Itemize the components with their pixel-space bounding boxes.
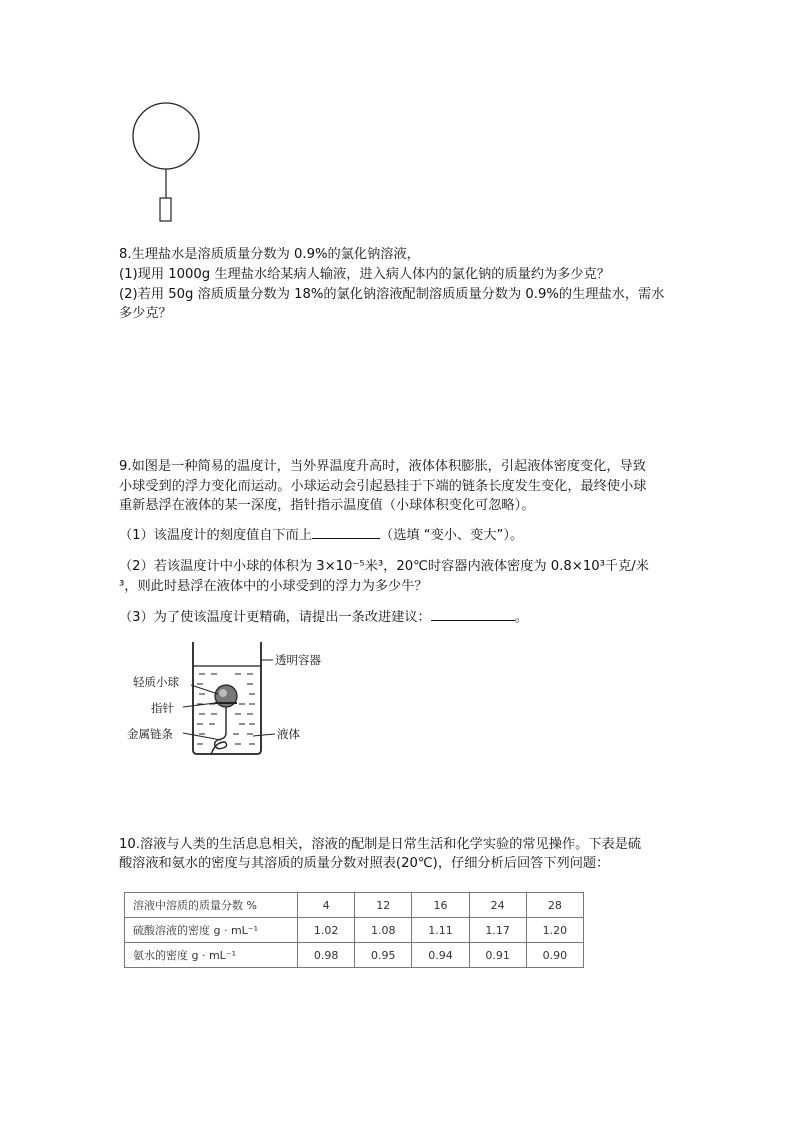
table-cell: 1.20	[526, 918, 583, 943]
table-cell: 氨水的密度 g · mL⁻¹	[125, 943, 298, 968]
table-row	[125, 918, 584, 943]
q9-sub1-answer-blank[interactable]	[312, 526, 380, 539]
q8-line-2: (1)现用 1000g 生理盐水给某病人输液，进入病人体内的氯化钠的质量约为多少克？	[119, 267, 610, 282]
density-table	[124, 892, 584, 968]
table-cell: 1.02	[298, 918, 355, 943]
table-header-cell: 16	[412, 893, 469, 918]
balloon-figure	[124, 98, 214, 228]
q8-line-3: (2)若用 50g 溶质质量分数为 18%的氯化钠溶液配制溶质质量分数为 0.9%的生理盐水，需水	[119, 287, 665, 302]
q9-line-2: 小球受到的浮力变化而运动。小球运动会引起悬挂于下端的链条长度发生变化，最终使小球	[119, 479, 647, 494]
q9-sub3-prefix: （3）为了使该温度计更精确，请提出一条改进建议：	[119, 610, 431, 625]
table-header-row	[125, 893, 584, 918]
balloon-circle	[133, 103, 199, 169]
q10-line-1: 10.溶液与人类的生活息息相关，溶液的配制是日常生活和化学实验的常见操作。下表是硫	[119, 837, 642, 852]
q9-line-1: 9.如图是一种简易的温度计，当外界温度升高时，液体体积膨胀，引起液体密度变化，导致	[119, 459, 646, 474]
label-liquid: 液体	[277, 727, 300, 741]
q9-sub3-suffix: 。	[514, 610, 528, 625]
table-cell: 0.95	[355, 943, 412, 968]
q9-sub2-line-2: ³，则此时悬浮在液体中的小球受到的浮力为多少牛？	[119, 579, 428, 594]
q9-sub1-suffix: （选填 “变小、变大”）。	[380, 528, 524, 543]
q8-line-1: 8.生理盐水是溶质质量分数为 0.9%的氯化钠溶液，	[119, 247, 420, 262]
table-cell: 硫酸溶液的密度 g · mL⁻¹	[125, 918, 298, 943]
table-row	[125, 943, 584, 968]
table-header-cell: 溶液中溶质的质量分数 %	[125, 893, 298, 918]
table-cell: 1.08	[355, 918, 412, 943]
thermometer-figure	[125, 638, 345, 760]
q8-line-4: 多少克？	[119, 306, 172, 321]
q10-line-2: 酸溶液和氨水的密度与其溶质的质量分数对照表(20℃)，仔细分析后回答下列问题：	[119, 856, 610, 871]
q9-sub1-prefix: （1）该温度计的刻度值自下而上	[119, 528, 313, 543]
q9-sub3	[119, 608, 528, 627]
label-pointer: 指针	[151, 701, 174, 715]
table-cell: 0.94	[412, 943, 469, 968]
label-chain: 金属链条	[127, 727, 173, 741]
q9-sub1	[119, 526, 523, 545]
table-header-cell: 24	[469, 893, 526, 918]
table-header-cell: 12	[355, 893, 412, 918]
table-cell: 0.91	[469, 943, 526, 968]
label-container: 透明容器	[275, 653, 321, 667]
table-cell: 0.90	[526, 943, 583, 968]
q9-line-3: 重新悬浮在液体的某一深度，指针指示温度值（小球体积变化可忽略）。	[119, 498, 535, 513]
q9-sub3-answer-blank[interactable]	[431, 608, 515, 621]
q9-sub2-line-1: （2）若该温度计中小球的体积为 3×10⁻⁵米³，20℃时容器内液体密度为 0.8×10³千克/米	[119, 559, 649, 574]
table-header-cell: 4	[298, 893, 355, 918]
table-header-cell: 28	[526, 893, 583, 918]
label-ball: 轻质小球	[133, 675, 179, 689]
balloon-weight	[160, 198, 171, 221]
table-cell: 1.17	[469, 918, 526, 943]
table-cell: 0.98	[298, 943, 355, 968]
table-cell: 1.11	[412, 918, 469, 943]
